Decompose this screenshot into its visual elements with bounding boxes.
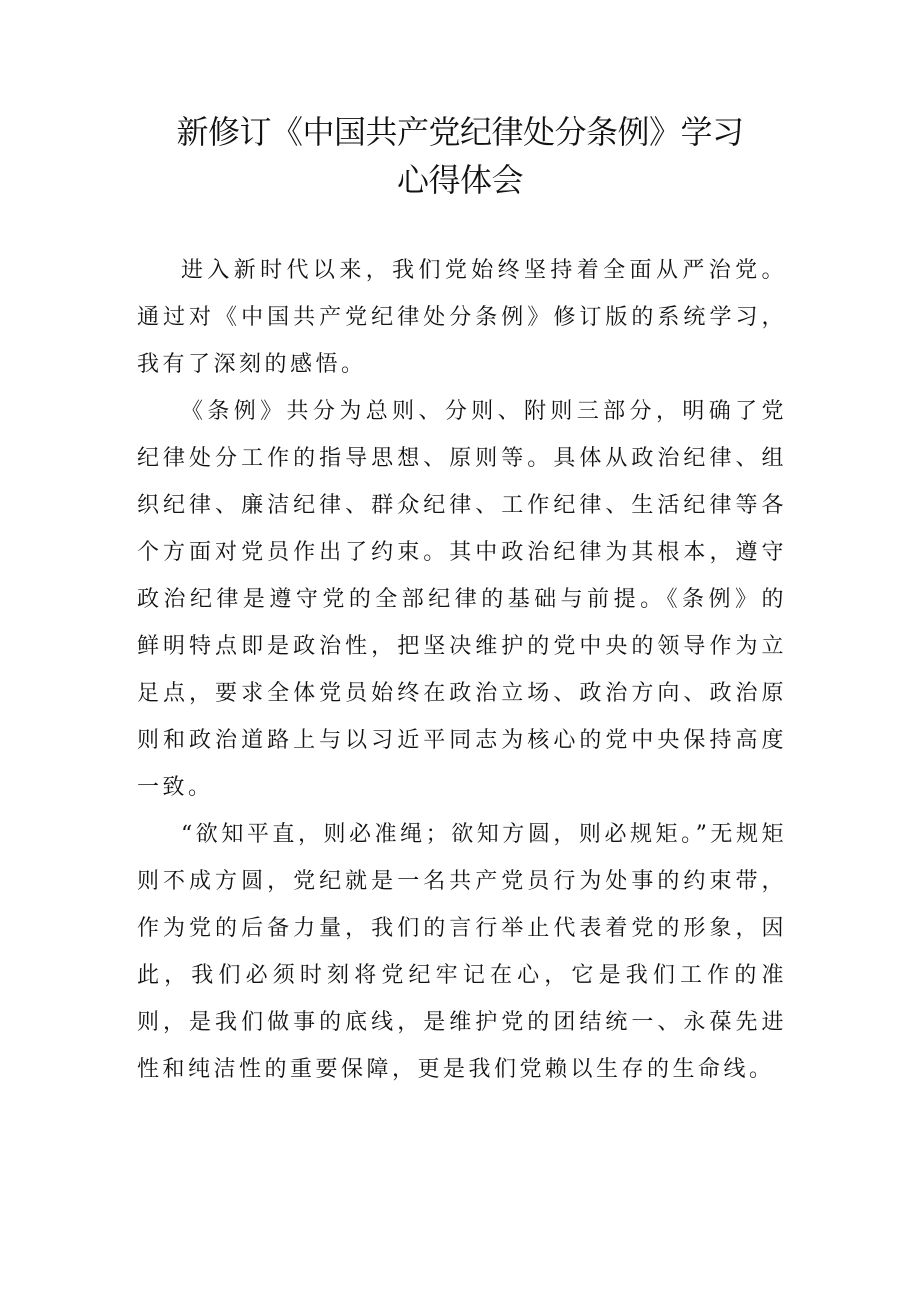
document-title (120, 108, 800, 204)
document-body (137, 247, 787, 1093)
title-line-2: 心得体会 (396, 161, 523, 199)
title-line-1: 新修订《中国共产党纪律处分条例》学习 (176, 113, 744, 151)
paragraph-3: “欲知平直，则必准绳；欲知方圆，则必规矩。”无规矩则不成方圆，党纪就是一名共产党员行为处事的约束带，作为党的后备力量，我们的言行举止代表着党的形象，因此，我们必须时刻将党纪牢记在心，它是我们工作的准则，是我们做事的底线，是维护党的团结统一、永葆先进性和纯洁性的重要保障，更是我们党赖以生存的生命线。 (137, 822, 787, 1082)
paragraph-2: 《条例》共分为总则、分则、附则三部分，明确了党纪律处分工作的指导思想、原则等。具体从政治纪律、组织纪律、廉洁纪律、群众纪律、工作纪律、生活纪律等各个方面对党员作出了约束。其中政治纪律为其根本，遵守政治纪律是遵守党的全部纪律的基础与前提。《条例》的鲜明特点即是政治性，把坚决维护的党中央的领导作为立足点，要求全体党员始终在政治立场、政治方向、政治原则和政治道路上与以习近平同志为核心的党中央保持高度一致。 (137, 399, 787, 800)
paragraph-1: 进入新时代以来，我们党始终坚持着全面从严治党。通过对《中国共产党纪律处分条例》修订版的系统学习，我有了深刻的感悟。 (137, 258, 787, 377)
